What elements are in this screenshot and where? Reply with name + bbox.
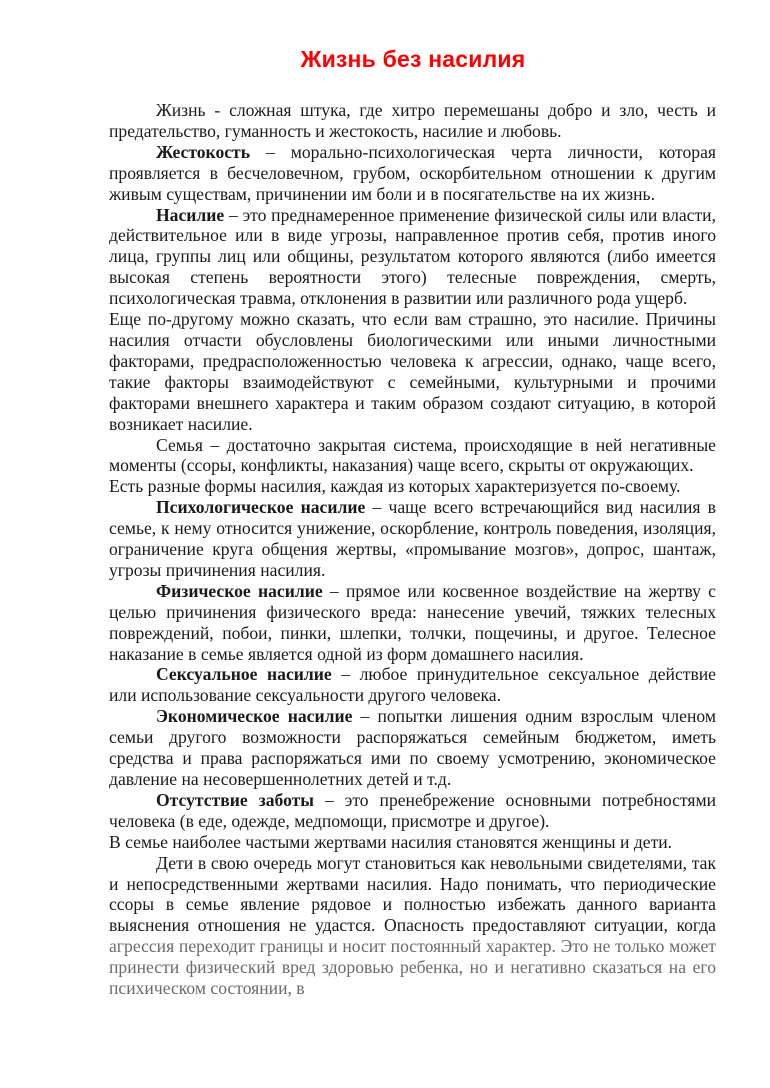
paragraph-text: – это преднамеренное применение физической силы или власти, действительное или в виде угрозы, направленное против себя, против иного лица, группы лиц или общины, результатом которого являются (либо имеется высокая степень вероятности этого) телесные повреждения, смерть, психологическая травма, отклонения в развитии или различного рода ущерб. bbox=[109, 204, 716, 309]
term-heading: Экономическое насилие bbox=[156, 706, 353, 727]
paragraph bbox=[109, 706, 716, 790]
paragraph-text: – морально-психологическая черта личности, которая проявляется в бесчеловечном, грубом, оскорбительном отношении к другим живым существам, причинении им боли и в посягательстве на их жизнь. bbox=[109, 141, 716, 204]
paragraph-text: – попытки лишения одним взрослым членом семьи другого возможности распоряжаться семейным бюджетом, иметь средства и права распоряжаться ими по своему усмотрению, экономическое давление на несовершеннолетних детей и т.д. bbox=[109, 706, 716, 789]
paragraph bbox=[109, 853, 716, 999]
paragraph bbox=[109, 476, 716, 497]
paragraph bbox=[109, 309, 716, 434]
paragraph bbox=[109, 142, 716, 205]
paragraph-text: Еще по-другому можно сказать, что если вам страшно, это насилие. Причины насилия отчасти обусловлены биологическими или иными личностными факторами, предрасположенностью человека к агрессии, однако, чаще всего, такие факторы взаимодействуют с семейными, культурными и прочими факторами внешнего характера и таким образом создают ситуацию, в которой возникает насилие. bbox=[109, 309, 716, 434]
paragraph-text: Дети в свою очередь могут становиться как невольными свидетелями, так и непосредственными жертвами насилия. Надо понимать, что периодические ссоры в семье явление рядовое и полностью избежать данного варианта выяснения отношения не удастся. Опасность предоставляют ситуации, когда bbox=[109, 852, 716, 936]
paragraph bbox=[109, 832, 716, 853]
paragraph bbox=[109, 664, 716, 706]
paragraph-text: В семье наиболее частыми жертвами насилия становятся женщины и дети. bbox=[109, 831, 673, 852]
paragraph-text: – чаще всего встречающийся вид насилия в семье, к нему относится унижение, оскорбление, контроль поведения, изоляция, ограничение круга общения жертвы, «промывание мозгов», допрос, шантаж, угрозы причинения насилия. bbox=[109, 497, 716, 580]
paragraph-text: – прямое или косвенное воздействие на жертву с целью причинения физического вреда: нанесение увечий, тяжких телесных повреждений, побои, пинки, шлепки, толчки, пощечины, и другое. Телесное наказание в семье является одной из форм домашнего насилия. bbox=[109, 580, 716, 664]
term-heading: Насилие bbox=[156, 204, 225, 225]
paragraph-text: Жизнь - сложная штука, где хитро перемешаны добро и зло, честь и предательство, гуманность и жестокость, насилие и любовь. bbox=[109, 100, 716, 141]
term-heading: Физическое насилие bbox=[156, 580, 323, 601]
term-heading: Психологическое насилие bbox=[156, 497, 366, 518]
paragraph-text: – это пренебрежение основными потребностями человека (в еде, одежде, медпомощи, присмотре и другое). bbox=[109, 789, 716, 831]
term-heading: Сексуальное насилие bbox=[156, 664, 332, 685]
paragraph bbox=[109, 497, 716, 581]
document-body bbox=[109, 100, 716, 999]
paragraph bbox=[109, 205, 716, 310]
paragraph bbox=[109, 790, 716, 832]
paragraph-text: Семья – достаточно закрытая система, происходящие в ней негативные моменты (ссоры, конфликты, наказания) чаще всего, скрыты от окружающих. bbox=[109, 434, 716, 476]
paragraph-text-faded: агрессия переходит границы и носит постоянный характер. Это не только может принести физический вред здоровью ребенка, но и негативно сказаться на его психическом состоянии, в bbox=[109, 936, 716, 999]
term-heading: Жестокость bbox=[156, 141, 250, 162]
paragraph bbox=[109, 581, 716, 665]
term-heading: Отсутствие заботы bbox=[156, 789, 315, 810]
paragraph bbox=[109, 435, 716, 477]
paragraph-text: – любое принудительное сексуальное действие или использование сексуальности другого человека. bbox=[109, 664, 716, 706]
document-title: Жизнь без насилия bbox=[300, 46, 526, 72]
paragraph bbox=[109, 100, 716, 142]
paragraph-text: Есть разные формы насилия, каждая из которых характеризуется по-своему. bbox=[109, 476, 681, 497]
